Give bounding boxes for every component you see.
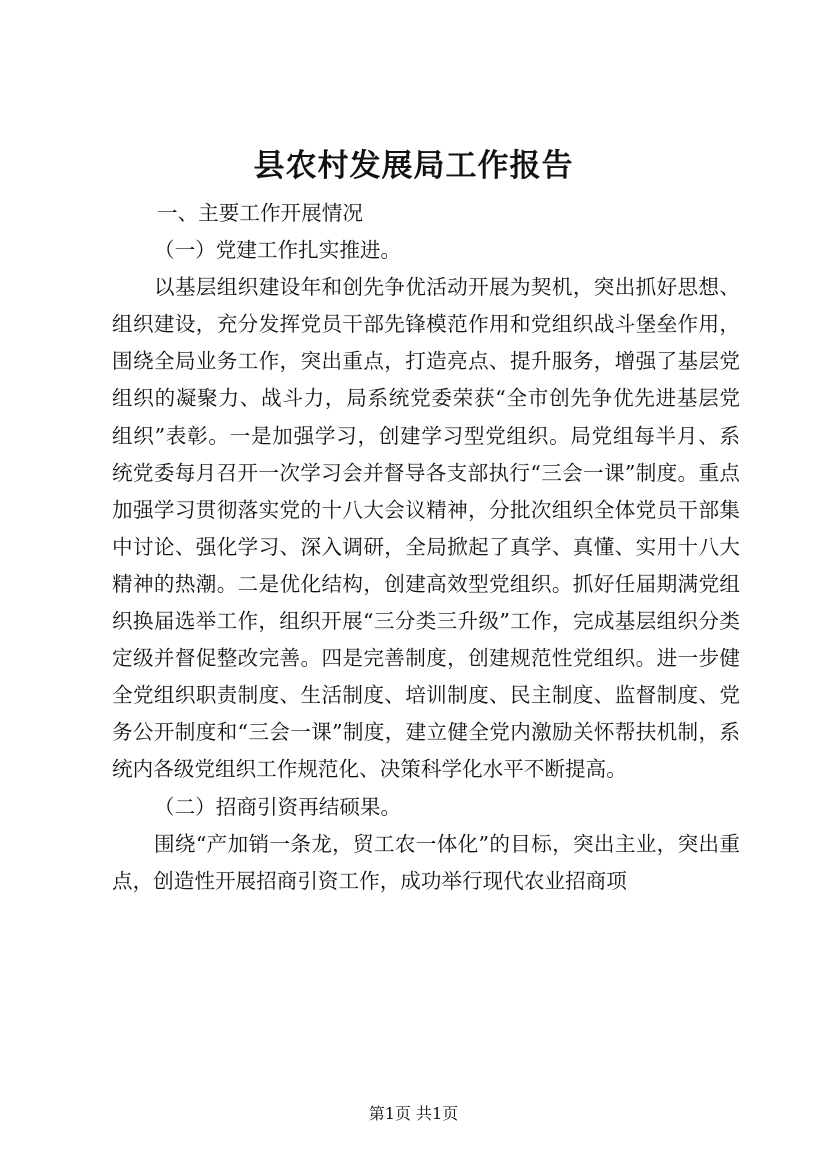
paragraph-1: 以基层组织建设年和创先争优活动开展为契机，突出抓好思想、组织建设，充分发挥党员干部先锋模范作用和党组织战斗堡垒作用，围绕全局业务工作，突出重点，打造亮点、提升服务，增强了基层党组织的凝聚力、战斗力，局系统党委荣获“全市创先争优先进基层党组织”表彰。一是加强学习，创建学习型党组织。局党组每半月、系统党委每月召开一次学习会并督导各支部执行“三会一课”制度。重点加强学习贯彻落实党的十八大会议精神，分批次组织全体党员干部集中讨论、强化学习、深入调研，全局掀起了真学、真懂、实用十八大精神的热潮。二是优化结构，创建高效型党组织。抓好任届期满党组织换届选举工作，组织开展“三分类三升级”工作，完成基层组织分类定级并督促整改完善。四是完善制度，创建规范性党组织。进一步健全党组织职责制度、生活制度、培训制度、民主制度、监督制度、党务公开制度和“三会一课”制度，建立健全党内激励关怀帮扶机制，系统内各级党组织工作规范化、决策科学化水平不断提高。 bbox=[112, 275, 740, 782]
document-title: 县农村发展局工作报告 bbox=[253, 148, 574, 184]
document-body bbox=[112, 195, 740, 900]
subsection-heading-1: （一）党建工作扎实推进。 bbox=[154, 238, 402, 263]
paragraph-2: 围绕“产加销一条龙，贸工农一体化”的目标，突出主业，突出重点，创造性开展招商引资工作，成功举行现代农业招商项 bbox=[112, 831, 740, 893]
subsection-heading-2: （二）招商引资再结硕果。 bbox=[154, 794, 402, 819]
section-heading: 一、主要工作开展情况 bbox=[157, 201, 363, 225]
page-footer: 第1页 共1页 bbox=[368, 1104, 459, 1123]
